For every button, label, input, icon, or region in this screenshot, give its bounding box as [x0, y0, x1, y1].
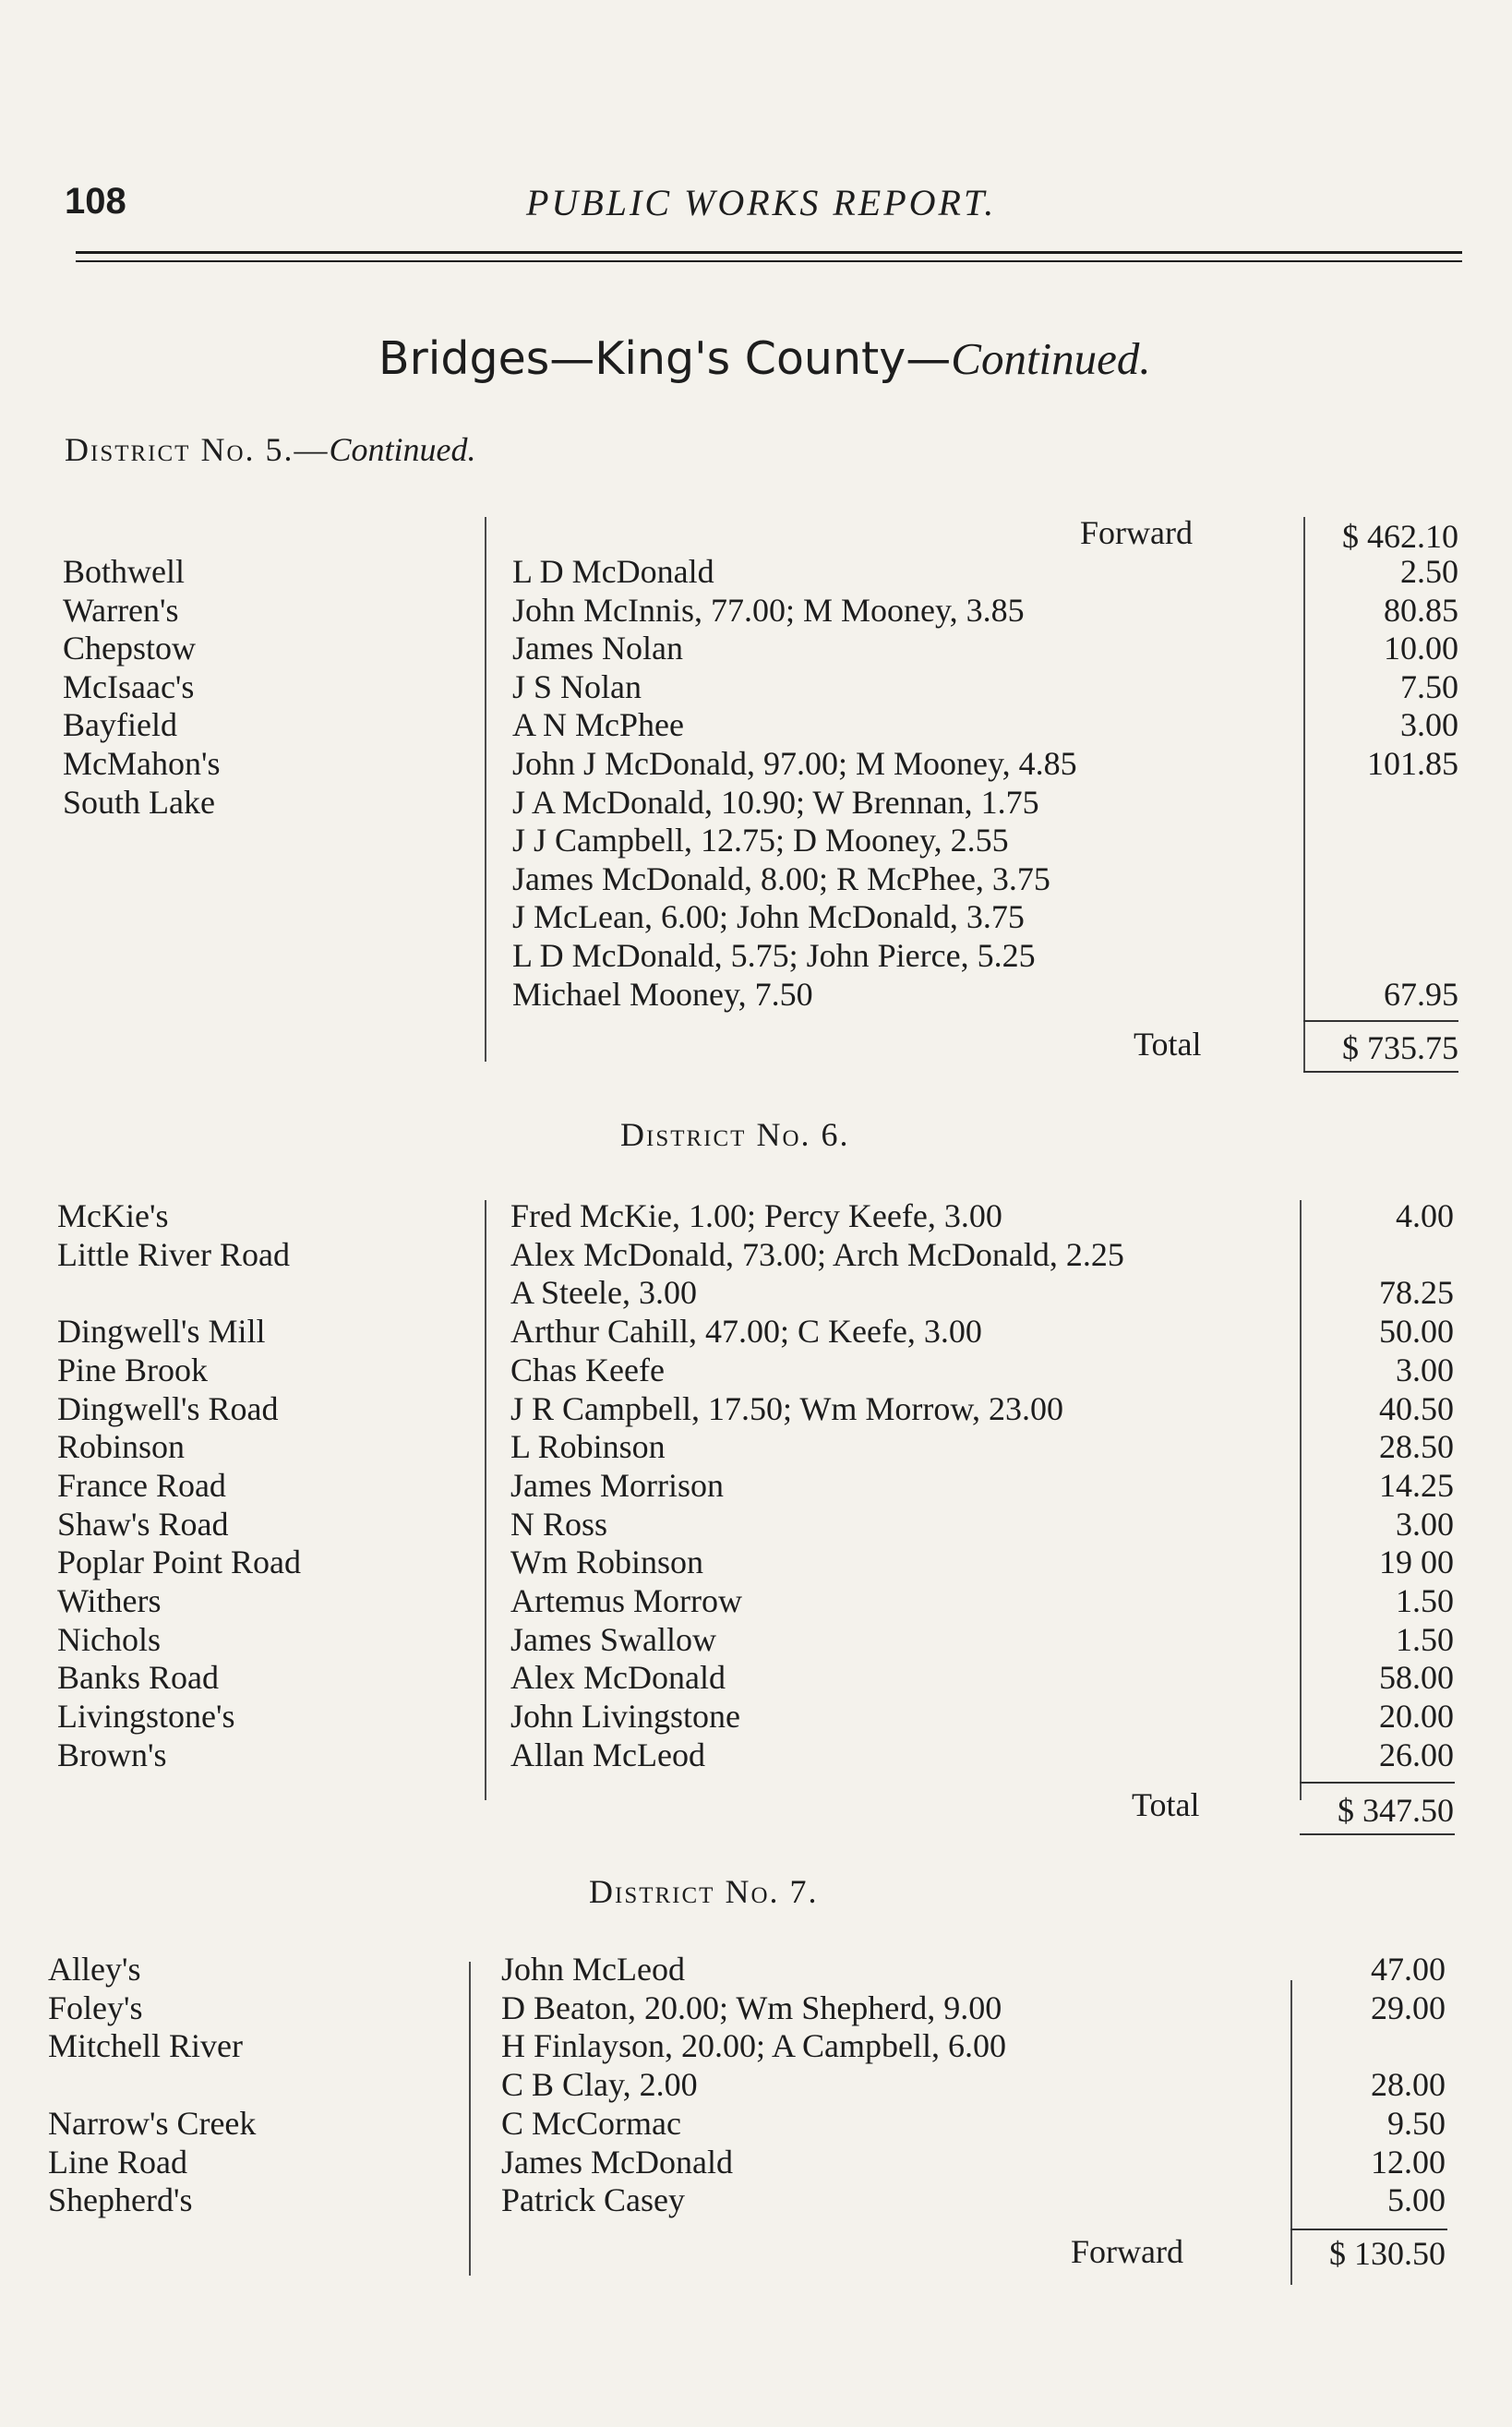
table-row — [0, 1543, 1512, 1581]
row-amount: 10.00 — [1384, 630, 1458, 667]
row-amount: 101.85 — [1367, 745, 1458, 782]
payee-names: J S Nolan — [512, 667, 642, 705]
table-row — [0, 1312, 1512, 1351]
page-number: 108 — [65, 181, 126, 222]
place-name: Bothwell — [63, 553, 185, 590]
district5-total-amount: $ 735.75 — [1342, 1029, 1458, 1066]
district5-heading: District No. 5.—Continued. — [65, 431, 476, 468]
district6-total-rule — [1300, 1782, 1455, 1784]
table-row — [0, 552, 1512, 591]
place-name: McIsaac's — [63, 667, 195, 705]
table-row — [0, 705, 1512, 744]
payee-names: Wm Robinson — [510, 1544, 704, 1581]
payee-names: Alex McDonald, 73.00; Arch McDonald, 2.25 — [510, 1235, 1124, 1273]
place-name: Line Road — [48, 2143, 187, 2181]
row-amount: 28.00 — [1371, 2066, 1446, 2104]
payee-names: Alex McDonald — [510, 1659, 726, 1697]
payee-names: J J Campbell, 12.75; D Mooney, 2.55 — [512, 822, 1009, 859]
table-row — [0, 2143, 1512, 2181]
place-name: Shepherd's — [48, 2181, 193, 2219]
payee-names: John McLeod — [501, 1951, 685, 1988]
place-name: Pine Brook — [57, 1351, 209, 1388]
place-name: South Lake — [63, 783, 215, 821]
row-amount: 29.00 — [1371, 1988, 1446, 2026]
row-amount: 40.50 — [1379, 1389, 1454, 1427]
place-name: Alley's — [48, 1951, 141, 1988]
row-amount: 50.00 — [1379, 1313, 1454, 1351]
row-amount: 47.00 — [1371, 1951, 1446, 1988]
payee-names: L Robinson — [510, 1428, 666, 1466]
place-name: Narrow's Creek — [48, 2104, 257, 2142]
place-name: Livingstone's — [57, 1698, 235, 1736]
payee-names: Patrick Casey — [501, 2181, 685, 2219]
payee-names: D Beaton, 20.00; Wm Shepherd, 9.00 — [501, 1988, 1002, 2026]
row-amount: 78.25 — [1379, 1274, 1454, 1312]
row-amount: 7.50 — [1400, 667, 1458, 705]
table-row — [0, 1988, 1512, 2027]
payee-names: J R Campbell, 17.50; Wm Morrow, 23.00 — [510, 1389, 1063, 1427]
payee-names: Arthur Cahill, 47.00; C Keefe, 3.00 — [510, 1313, 982, 1351]
row-amount: 12.00 — [1371, 2143, 1446, 2181]
table-row — [0, 783, 1512, 822]
place-name: Shaw's Road — [57, 1505, 229, 1543]
place-name: Nichols — [57, 1620, 161, 1658]
row-amount: 3.00 — [1396, 1505, 1454, 1543]
row-amount: 20.00 — [1379, 1698, 1454, 1736]
payee-names: N Ross — [510, 1505, 608, 1543]
payee-names: Fred McKie, 1.00; Percy Keefe, 3.00 — [510, 1197, 1002, 1234]
row-amount: 28.50 — [1379, 1428, 1454, 1466]
running-title: PUBLIC WORKS REPORT. — [526, 182, 997, 223]
payee-names: John Livingstone — [510, 1698, 740, 1736]
table-row — [0, 1697, 1512, 1736]
row-amount: 2.50 — [1400, 553, 1458, 590]
header-rule — [76, 251, 1462, 254]
header-rule-thin — [76, 260, 1462, 262]
table-row — [0, 1736, 1512, 1774]
district5-total-rule — [1303, 1020, 1458, 1022]
table-row — [0, 1950, 1512, 1988]
row-amount: 1.50 — [1396, 1620, 1454, 1658]
row-amount: 67.95 — [1384, 975, 1458, 1013]
row-amount: 14.25 — [1379, 1466, 1454, 1504]
table-row — [0, 897, 1512, 936]
table-row — [0, 1235, 1512, 1274]
payee-names: J McLean, 6.00; John McDonald, 3.75 — [512, 898, 1025, 936]
payee-names: Artemus Morrow — [510, 1582, 742, 1619]
payee-names: James Swallow — [510, 1620, 716, 1658]
place-name: France Road — [57, 1466, 226, 1504]
table-row — [0, 667, 1512, 706]
place-name: Warren's — [63, 591, 179, 629]
payee-names: Michael Mooney, 7.50 — [512, 975, 813, 1013]
district6-total-underline — [1300, 1833, 1455, 1835]
table-row — [0, 1389, 1512, 1428]
table-row — [0, 2026, 1512, 2065]
table-row — [0, 1196, 1512, 1235]
district5-forward-amount: $ 462.10 — [1342, 518, 1458, 555]
payee-names: J A McDonald, 10.90; W Brennan, 1.75 — [512, 783, 1039, 821]
place-name: Foley's — [48, 1988, 143, 2026]
table-row — [0, 1427, 1512, 1466]
payee-names: C B Clay, 2.00 — [501, 2066, 698, 2104]
payee-names: James Morrison — [510, 1466, 724, 1504]
section-title-main: Bridges—King's County— — [378, 332, 952, 385]
section-title-continued: Continued. — [951, 333, 1151, 384]
section-title — [378, 332, 1151, 385]
row-amount: 5.00 — [1387, 2181, 1446, 2219]
district6-total-label: Total — [1132, 1786, 1200, 1823]
district7-forward-amount: $ 130.50 — [1329, 2235, 1446, 2272]
place-name: Robinson — [57, 1428, 186, 1466]
place-name: Bayfield — [63, 706, 177, 744]
payee-names: A Steele, 3.00 — [510, 1274, 697, 1312]
table-row — [0, 859, 1512, 898]
place-name: Brown's — [57, 1736, 167, 1773]
payee-names: Allan McLeod — [510, 1736, 705, 1773]
district7-forward-rule — [1290, 2229, 1447, 2230]
district7-heading: District No. 7. — [589, 1873, 819, 1910]
district5-total-label: Total — [1134, 1026, 1202, 1063]
payee-names: H Finlayson, 20.00; A Campbell, 6.00 — [501, 2027, 1007, 2065]
place-name: Chepstow — [63, 630, 196, 667]
payee-names: James Nolan — [512, 630, 683, 667]
payee-names: James McDonald — [501, 2143, 733, 2181]
table-row — [0, 1273, 1512, 1312]
place-name: Withers — [57, 1582, 162, 1619]
payee-names: James McDonald, 8.00; R McPhee, 3.75 — [512, 859, 1050, 897]
row-amount: 9.50 — [1387, 2104, 1446, 2142]
table-row — [0, 1581, 1512, 1620]
table-row — [0, 936, 1512, 975]
table-row — [0, 2065, 1512, 2104]
table-row — [0, 975, 1512, 1014]
row-amount: 4.00 — [1396, 1197, 1454, 1234]
row-amount: 26.00 — [1379, 1736, 1454, 1773]
table-row — [0, 1505, 1512, 1544]
table-row — [0, 2104, 1512, 2143]
payee-names: John J McDonald, 97.00; M Mooney, 4.85 — [512, 745, 1077, 782]
payee-names: A N McPhee — [512, 706, 684, 744]
table-row — [0, 1658, 1512, 1697]
payee-names: John McInnis, 77.00; M Mooney, 3.85 — [512, 591, 1025, 629]
district6-total-amount: $ 347.50 — [1338, 1792, 1454, 1829]
table-row — [0, 2181, 1512, 2219]
place-name: Little River Road — [57, 1235, 290, 1273]
district5-total-underline — [1303, 1071, 1458, 1073]
table-row — [0, 821, 1512, 859]
row-amount: 19 00 — [1379, 1544, 1454, 1581]
table-row — [0, 1620, 1512, 1659]
place-name: McMahon's — [63, 745, 221, 782]
payee-names: Chas Keefe — [510, 1351, 665, 1388]
district5-forward-label: Forward — [1080, 514, 1193, 551]
place-name: Dingwell's Road — [57, 1389, 279, 1427]
table-row — [0, 1351, 1512, 1389]
place-name: Poplar Point Road — [57, 1544, 302, 1581]
place-name: Mitchell River — [48, 2027, 243, 2065]
district6-heading: District No. 6. — [620, 1116, 850, 1153]
row-amount: 80.85 — [1384, 591, 1458, 629]
place-name: McKie's — [57, 1197, 169, 1234]
row-amount: 1.50 — [1396, 1582, 1454, 1619]
table-row — [0, 1466, 1512, 1505]
table-row — [0, 629, 1512, 667]
table-row — [0, 744, 1512, 783]
table-row — [0, 591, 1512, 630]
payee-names: C McCormac — [501, 2104, 681, 2142]
place-name: Dingwell's Mill — [57, 1313, 266, 1351]
row-amount: 58.00 — [1379, 1659, 1454, 1697]
payee-names: L D McDonald — [512, 553, 714, 590]
row-amount: 3.00 — [1396, 1351, 1454, 1388]
district7-forward-label: Forward — [1071, 2233, 1183, 2270]
place-name: Banks Road — [57, 1659, 219, 1697]
payee-names: L D McDonald, 5.75; John Pierce, 5.25 — [512, 937, 1036, 974]
row-amount: 3.00 — [1400, 706, 1458, 744]
